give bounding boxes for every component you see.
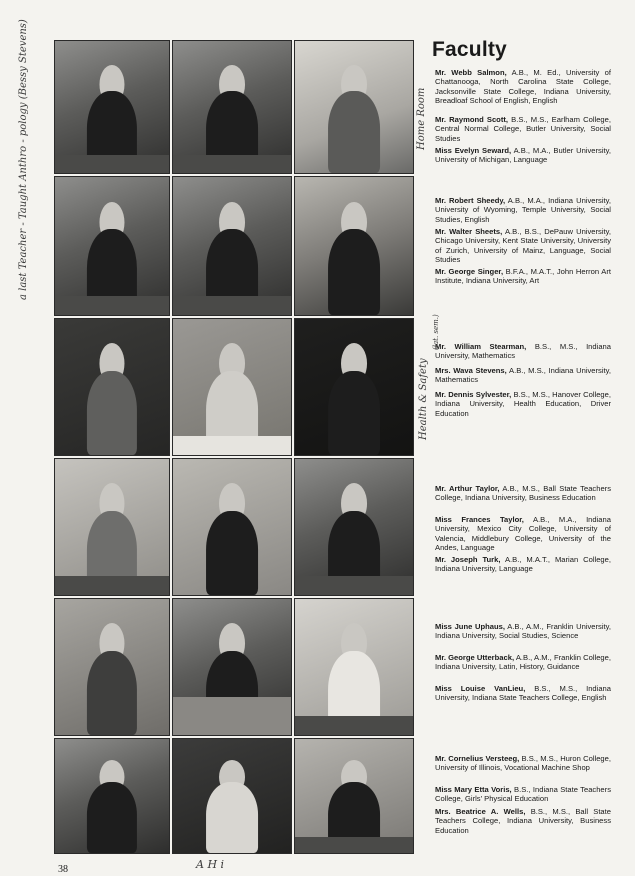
portrait-seward — [294, 40, 414, 174]
faculty-details: A.B., A.M., Franklin College, Indiana University, Latin, History, Guidance — [435, 653, 611, 672]
faculty-details: A.B., M.A., Indiana University, Mexico City College, University of Valencia, Middlebury College, University of the Andes, Language — [435, 515, 611, 553]
faculty-name: Mr. George Utterback, — [435, 653, 515, 662]
portrait-utterback — [172, 598, 292, 736]
portrait-scott — [172, 40, 292, 174]
handwritten-note-lat-sem: (lat. sem.) — [432, 314, 440, 350]
handwritten-note-bottom: A H i — [196, 858, 225, 871]
page-title: Faculty — [432, 38, 507, 61]
faculty-entry — [435, 484, 611, 503]
portrait-turk — [294, 458, 414, 596]
portrait-a-taylor — [54, 458, 170, 596]
portrait-sylvester — [294, 318, 414, 456]
handwritten-note-health-safety: Health & Safety — [418, 358, 429, 440]
portrait-uphaus — [54, 598, 170, 736]
handwritten-note-left: a last Teacher - Taught Anthro - pology (Bessy Stevens) — [18, 19, 29, 300]
portrait-vanlieu — [294, 598, 414, 736]
faculty-name: Mr. Joseph Turk, — [435, 555, 501, 564]
faculty-details: A.B., M.S., Indiana University, Mathematics — [435, 366, 611, 385]
faculty-name: Mr. Raymond Scott, — [435, 115, 508, 124]
faculty-name: Miss Frances Taylor, — [435, 515, 524, 524]
faculty-details: B.S., M.S., Indiana University, Mathematics — [435, 342, 611, 361]
faculty-entry — [435, 515, 611, 553]
faculty-entry — [435, 115, 611, 143]
portrait-wells — [294, 738, 414, 854]
faculty-name: Mrs. Wava Stevens, — [435, 366, 507, 375]
portrait-stearman — [54, 318, 170, 456]
faculty-entry — [435, 807, 611, 835]
faculty-details: A.B., M.A., Butler University, University of Michigan, Language — [435, 146, 611, 165]
faculty-details: B.S., M.S., Huron College, University of Illinois, Vocational Machine Shop — [435, 754, 611, 773]
portrait-f-taylor — [172, 458, 292, 596]
faculty-name: Miss June Uphaus, — [435, 622, 505, 631]
faculty-entry — [435, 555, 611, 574]
faculty-details: B.S., M.S., Ball State Teachers College, Indiana University, Business Education — [435, 807, 611, 835]
portrait-sheedy — [54, 176, 170, 316]
page-number: 38 — [58, 864, 68, 875]
faculty-entry — [435, 196, 611, 224]
portrait-versteeg — [54, 738, 170, 854]
faculty-details: A.B., A.M., Franklin University, Indiana University, Social Studies, Science — [435, 622, 611, 641]
faculty-name: Miss Evelyn Seward, — [435, 146, 512, 155]
faculty-entry — [435, 390, 611, 418]
portrait-salmon — [54, 40, 170, 174]
faculty-details: B.S., M.S., Hanover College, Indiana University, Health Education, Driver Education — [435, 390, 611, 418]
faculty-entry — [435, 785, 611, 804]
faculty-details: B.F.A., M.A.T., John Herron Art Institute, Indiana University, Art — [435, 267, 611, 286]
faculty-details: B.S., M.S., Earlham College, Central Normal College, Butler University, Social Studies — [435, 115, 611, 143]
faculty-entry — [435, 68, 611, 106]
faculty-entry — [435, 653, 611, 672]
faculty-name: Mr. Arthur Taylor, — [435, 484, 500, 493]
faculty-details: A.B., M.A.T., Marian College, Indiana University, Language — [435, 555, 611, 574]
faculty-name: Miss Louise VanLieu, — [435, 684, 526, 693]
faculty-name: Mr. Webb Salmon, — [435, 68, 507, 77]
faculty-entry — [435, 366, 611, 385]
faculty-name: Mrs. Beatrice A. Wells, — [435, 807, 526, 816]
faculty-details: A.B., M.A., Indiana University, University of Wyoming, Temple University, Social Studies, English — [435, 196, 611, 224]
faculty-entry — [435, 267, 611, 286]
faculty-name: Mr. Cornelius Versteeg, — [435, 754, 520, 763]
faculty-entry — [435, 754, 611, 773]
faculty-details: B.S., Indiana State Teachers College, Girls' Physical Education — [435, 785, 611, 804]
faculty-details: A.B., M. Ed., University of Chattanooga, North Carolina State College, Jacksonville State College, Indiana University, Breadloaf School of English, English — [435, 68, 611, 106]
faculty-name: Miss Mary Etta Voris, — [435, 785, 512, 794]
faculty-name: Mr. George Singer, — [435, 267, 504, 276]
faculty-entry — [435, 684, 611, 703]
portrait-stevens — [172, 318, 292, 456]
handwritten-note-home-room: Home Room — [416, 87, 427, 150]
faculty-name: Mr. Robert Sheedy, — [435, 196, 506, 205]
faculty-name: Mr. William Stearman, — [435, 342, 527, 351]
portrait-sheets — [172, 176, 292, 316]
faculty-entry — [435, 342, 611, 361]
faculty-details: A.B., B.S., DePauw University, Chicago University, Kent State University, University of Zurich, University of Mainz, Language, Social Studies — [435, 227, 611, 265]
portrait-voris — [172, 738, 292, 854]
faculty-details: B.S., M.S., Indiana University, Indiana State Teachers College, English — [435, 684, 611, 703]
portrait-singer — [294, 176, 414, 316]
faculty-entry — [435, 146, 611, 165]
faculty-name: Mr. Dennis Sylvester, — [435, 390, 512, 399]
faculty-details: A.B., M.S., Ball State Teachers College, Indiana University, Business Education — [435, 484, 611, 503]
faculty-name: Mr. Walter Sheets, — [435, 227, 503, 236]
faculty-entry — [435, 622, 611, 641]
faculty-entry — [435, 227, 611, 265]
